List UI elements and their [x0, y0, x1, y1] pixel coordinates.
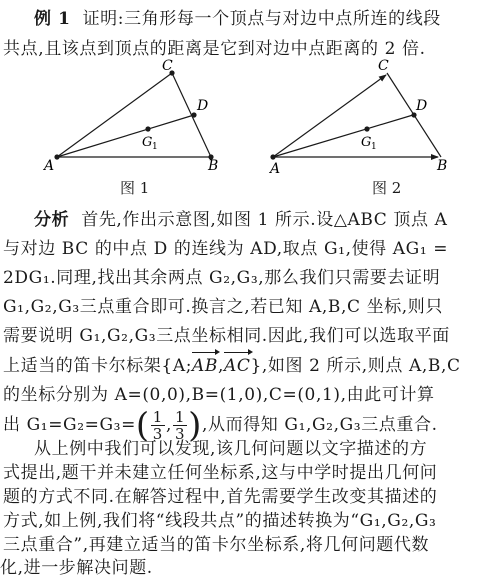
analysis-text-6b: },如图 2 所示,则点 A,B,C [250, 356, 461, 376]
analysis-line-6 [3, 351, 500, 381]
fig1-label-d: D [197, 98, 209, 114]
figure-1-caption: 图 1 [120, 179, 150, 197]
conclusion-line-6: 化,进一步解决问题. [0, 558, 153, 578]
fig1-label-g: G [142, 135, 153, 150]
fig1-label-c: C [162, 58, 173, 74]
figure-2-caption: 图 2 [372, 179, 402, 197]
conclusion-line-1: 从上例中我们可以发现,该几何问题以文字描述的方 [34, 439, 428, 459]
fig1-point-a [54, 154, 59, 159]
fig2-label-g-sub: 1 [371, 142, 377, 152]
analysis-line-2: 与对边 BC 的中点 D 的连线为 AD,取点 G₁,使得 AG₁ = [3, 239, 449, 259]
conclusion-line-4: 方式,如上例,我们将“线段共点”的描述转换为“G₁,G₂,G₃ [3, 511, 437, 531]
example-line-2: 共点,且该点到顶点的距离是它到对边中点距离的 2 倍. [3, 39, 426, 59]
fig1-label-a: A [44, 158, 55, 174]
fig2-label-c: C [378, 58, 389, 74]
vector-separator: , [218, 356, 225, 376]
right-paren: ) [188, 405, 202, 446]
left-paren: ( [135, 405, 150, 446]
figure-2 [250, 60, 500, 180]
analysis-label: 分析 [34, 210, 70, 230]
fig1-point-g1 [145, 126, 150, 131]
analysis-line-1 [34, 205, 500, 235]
fig2-label-g: G [361, 135, 372, 150]
conclusion-line-3: 题的方式不同.在解答过程中,首先需要学生改变其描述的 [3, 487, 438, 507]
fig2-label-d: D [416, 98, 428, 114]
fig1-point-d [191, 112, 196, 117]
analysis-line-7: 的坐标分别为 A=(0,0),B=(1,0),C=(0,1),由此可计算 [3, 385, 435, 405]
analysis-text-1: 首先,作出示意图,如图 1 所示.设△ABC 顶点 A [81, 210, 448, 230]
example-label: 例 1 [34, 9, 71, 29]
fig2-label-a: A [270, 161, 281, 177]
analysis-text-8b: ,从而得知 G₁,G₂,G₃三点重合. [202, 415, 438, 435]
example-line-1 [34, 4, 500, 34]
fig2-point-a [270, 154, 275, 159]
fraction-denominator: 3 [174, 425, 186, 443]
fig2-median-ad [273, 115, 413, 157]
analysis-line-5: 需要说明 G₁,G₂,G₃三点坐标相同.因此,我们可以选取平面 [3, 326, 450, 346]
vector-ac: AC [224, 351, 250, 381]
figure-1-diagram [0, 60, 250, 180]
vector-ab: AB [192, 351, 218, 381]
example-text-1: 证明:三角形每一个顶点与对边中点所连的线段 [82, 9, 441, 29]
figure-2-diagram [250, 60, 500, 180]
analysis-line-4: G₁,G₂,G₃三点重合即可.换言之,若已知 A,B,C 坐标,则只 [3, 297, 443, 317]
fraction-numerator: 1 [174, 408, 186, 426]
conclusion-line-2: 式提出,题干并未建立任何坐标系,这与中学时提出几何问 [3, 463, 438, 483]
analysis-line-3: 2DG₁.同理,找出其余两点 G₂,G₃,那么我们只需要去证明 [3, 268, 441, 288]
analysis-text-8a: 出 G₁=G₂=G₃= [3, 415, 136, 435]
fig2-point-g1 [364, 126, 369, 131]
fig2-label-b: B [437, 158, 448, 174]
fraction-denominator: 3 [152, 425, 163, 443]
fraction-separator: , [165, 415, 172, 435]
fig1-label-b: B [208, 158, 219, 174]
figure-1 [0, 60, 250, 180]
fig1-label-g-sub: 1 [152, 142, 158, 152]
analysis-text-6a: 上适当的笛卡尔标架{A; [3, 356, 193, 376]
fig1-median-ad [57, 115, 194, 157]
conclusion-line-5: 三点重合”,再建立适当的笛卡尔坐标系,将几何问题代数 [3, 535, 430, 555]
fraction-numerator: 1 [152, 408, 163, 426]
